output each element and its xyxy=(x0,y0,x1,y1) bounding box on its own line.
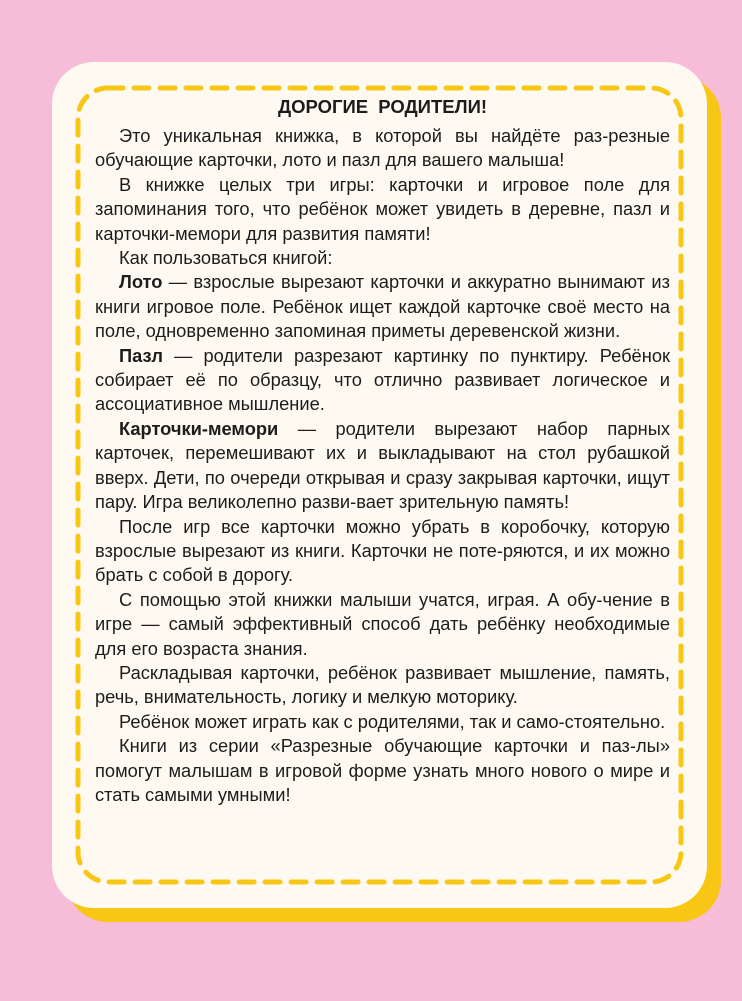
paragraph xyxy=(95,173,670,246)
paragraph xyxy=(95,124,670,173)
paragraph-text: — родители вырезают набор парных карточек, перемешивают их и выкладывают на стол рубашкой вверх. Дети, по очереди открывая и сразу закрывая карточки, ищут пару. Игра великолепно разви-вает зрительную память! xyxy=(95,417,670,513)
parents-note xyxy=(95,94,670,807)
paragraph-puzzle xyxy=(95,344,670,417)
paragraph-text: Как пользоваться книгой: xyxy=(119,247,333,269)
paragraph xyxy=(95,515,670,588)
paragraph-text: Ребёнок может играть как с родителями, так и само-стоятельно. xyxy=(119,710,666,732)
paragraph-text: В книжке целых три игры: карточки и игровое поле для запоминания того, что ребёнок может увидеть в деревне, пазл и карточки-мемори для развития памяти! xyxy=(95,173,670,244)
paragraph xyxy=(95,661,670,710)
paragraph-text: Это уникальная книжка, в которой вы найдёте раз-резные обучающие карточки, лото и пазл для вашего малыша! xyxy=(95,125,670,171)
paragraph-term: Лото xyxy=(119,271,163,293)
paragraph-text: — родители разрезают картинку по пунктиру. Ребёнок собирает её по образцу, что отлично развивает логическое и ассоциативное мышление. xyxy=(95,344,670,415)
paragraph-text: После игр все карточки можно убрать в коробочку, которую взрослые вырезают из книги. Карточки не поте-ряются, и их можно брать с собой в дорогу. xyxy=(95,515,670,586)
paragraph-loto xyxy=(95,270,670,343)
paragraph-text: Раскладывая карточки, ребёнок развивает мышление, память, речь, внимательность, логику и мелкую моторику. xyxy=(95,661,670,708)
paragraph-memory xyxy=(95,417,670,515)
page-title: ДОРОГИЕ РОДИТЕЛИ! xyxy=(277,96,488,117)
paragraph-term: Карточки-мемори xyxy=(119,417,279,439)
paragraph xyxy=(95,246,670,270)
paragraph xyxy=(95,588,670,661)
paragraph xyxy=(95,710,670,734)
paragraph-text: С помощью этой книжки малыши учатся, играя. А обу-чение в игре — самый эффективный способ дать ребёнку необходимые для его возраста знания. xyxy=(95,588,670,659)
paragraph-text: Книги из серии «Разрезные обучающие карточки и паз-лы» помогут малышам в игровой форме узнать много нового о мире и стать самыми умными! xyxy=(95,735,670,805)
paragraph xyxy=(95,734,670,807)
paragraph-term: Пазл xyxy=(119,344,163,366)
paragraph-text: — взрослые вырезают карточки и аккуратно вынимают из книги игровое поле. Ребёнок ищет каждой карточке своё место на поле, одновременно запоминая приметы деревенской жизни. xyxy=(95,271,670,342)
